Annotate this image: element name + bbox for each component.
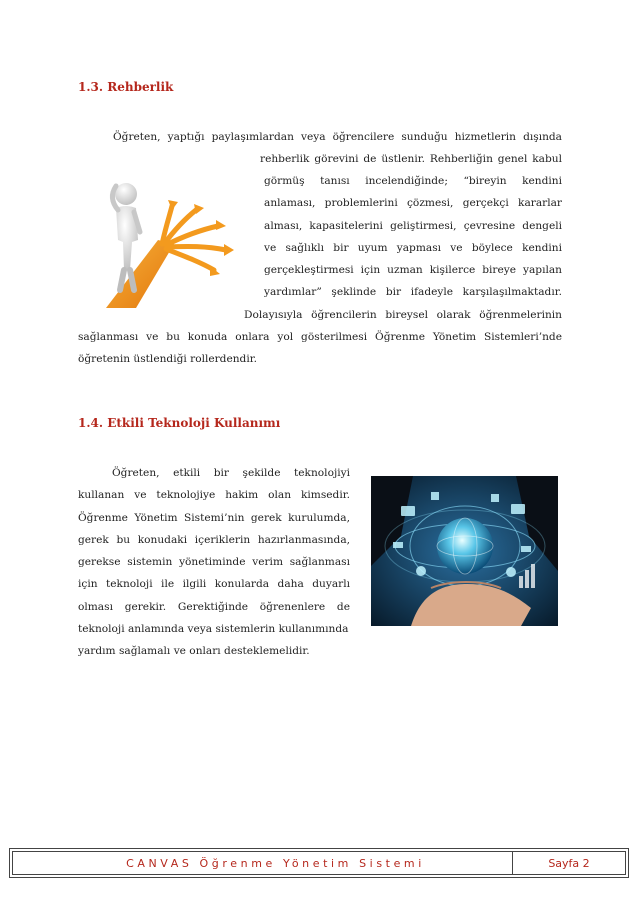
paragraph-line: sağlanması ve bu konuda onlara yol gösterilmesi Öğrenme Yönetim Sistemleri’nde [78,331,562,343]
paragraph-line: görmüş tanısı incelendiğinde; “bireyin kendini [264,175,562,187]
paragraph-line: Dolayısıyla öğrencilerin bireysel olarak öğrenmelerinin [244,309,562,321]
paragraph-line: gerek bu konudaki içeriklerin hazırlanmasında, [78,533,350,546]
thinking-person-arrows-illustration [96,170,246,312]
paragraph-line: öğretenin üstlendiği rollerdendir. [78,353,257,366]
paragraph-line: rehberlik görevini de üstlenir. Rehberliğin genel kabul [260,153,562,165]
paragraph-rehberlik-full [78,326,562,371]
section-heading-etkili-teknoloji: 1.4. Etkili Teknoloji Kullanımı [78,416,281,430]
hand-holding-tech-globe-illustration [371,476,558,626]
page-footer [9,848,629,878]
paragraph-line: yardım sağlamalı ve onları desteklemelidir. [78,645,310,658]
paragraph-line: kullanan ve teknolojiye hakim olan kimsedir. [78,489,350,502]
paragraph-rehberlik [78,126,562,148]
paragraph-rehberlik-wrap-2 [264,170,562,304]
paragraph-line: teknoloji anlamında veya sistemlerin kullanımında [78,623,349,636]
paragraph-line: gerekse sistemin yönetiminde verim sağlanması [78,556,350,569]
paragraph-line: yardımlar” şeklinde bir ifadeyle karşılaşılmaktadır. [264,286,562,299]
section-heading-rehberlik: 1.3. Rehberlik [78,80,174,94]
paragraph-rehberlik-wrap-3 [244,304,562,326]
footer-title: CANVAS Öğrenme Yönetim Sistemi [126,856,425,870]
paragraph-line: için teknoloji ile ilgili konularda daha duyarlı [78,578,350,591]
paragraph-etkili-teknoloji [78,462,350,663]
paragraph-line: Öğreten, etkili bir şekilde teknolojiyi [112,467,350,479]
paragraph-line: ve sağlıklı bir uyum yapması ve böylece kendini [264,241,562,254]
paragraph-line: gerçekleştirmesi için uzman kişilerce bireye yapılan [264,264,562,277]
page-number: Sayfa 2 [512,852,625,874]
footer-frame [12,851,626,875]
paragraph-rehberlik-wrap [260,148,562,170]
paragraph-line: alması, kapasitelerini geliştirmesi, çevresine dengeli [264,219,562,232]
paragraph-line: Öğrenme Yönetim Sistemi’nin gerek kurulumda, [78,511,350,524]
paragraph-line: anlaması, problemlerini çözmesi, gerçekçi kararlar [264,197,562,210]
paragraph-line: olması gerekir. Gerektiğinde öğrenenlere de [78,600,350,613]
paragraph-line: Öğreten, yaptığı paylaşımlardan veya öğrencilere sunduğu hizmetlerin dışında [113,131,562,143]
